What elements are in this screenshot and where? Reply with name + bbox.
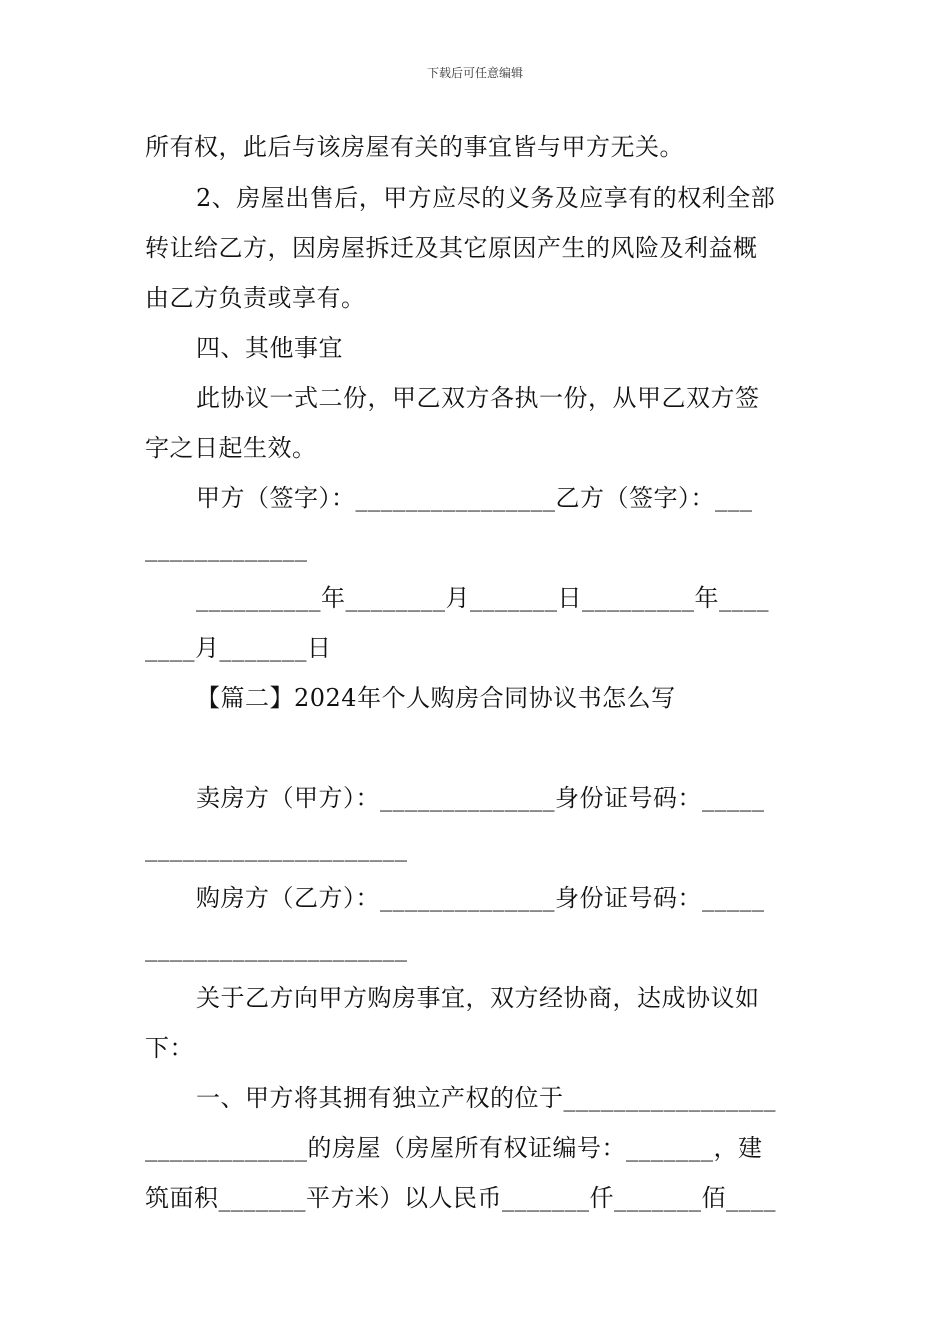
paragraph-line: 所有权，此后与该房屋有关的事宜皆与甲方无关。 [145, 133, 684, 161]
paragraph-line: 下： [145, 1034, 194, 1062]
paragraph-line: 一、甲方将其拥有独立产权的位于_________________ [196, 1084, 776, 1112]
signature-line: 甲方（签字）：________________乙方（签字）：___ [196, 484, 753, 512]
seller-line: _____________________ [145, 834, 408, 862]
page-header: 下载后可任意编辑 [426, 66, 523, 80]
buyer-line: _____________________ [145, 934, 408, 962]
paragraph-line: 转让给乙方，因房屋拆迁及其它原因产生的风险及利益概 [145, 234, 758, 262]
seller-line: 卖房方（甲方）：______________身份证号码：_____ [196, 784, 765, 812]
paragraph-line: 由乙方负责或享有。 [145, 284, 366, 312]
paragraph-line: 2、房屋出售后，甲方应尽的义务及应享有的权利全部 [196, 184, 776, 212]
section-heading: 四、其他事宜 [196, 334, 343, 362]
paragraph-line: 字之日起生效。 [145, 434, 317, 462]
paragraph-line: 此协议一式二份，甲乙双方各执一份，从甲乙双方签 [196, 384, 760, 412]
section-title: 【篇二】2024年个人购房合同协议书怎么写 [196, 684, 676, 712]
signature-line: _____________ [145, 534, 308, 562]
paragraph-line: 关于乙方向甲方购房事宜，双方经协商，达成协议如 [196, 984, 760, 1012]
buyer-line: 购房方（乙方）：______________身份证号码：_____ [196, 884, 765, 912]
date-line: ____月_______日 [145, 634, 332, 662]
paragraph-line: _____________的房屋（房屋所有权证编号：_______，建 [145, 1134, 763, 1162]
date-line: __________年________月_______日_________年____ [196, 584, 769, 612]
paragraph-line: 筑面积_______平方米）以人民币_______仟_______佰____ [145, 1184, 776, 1212]
